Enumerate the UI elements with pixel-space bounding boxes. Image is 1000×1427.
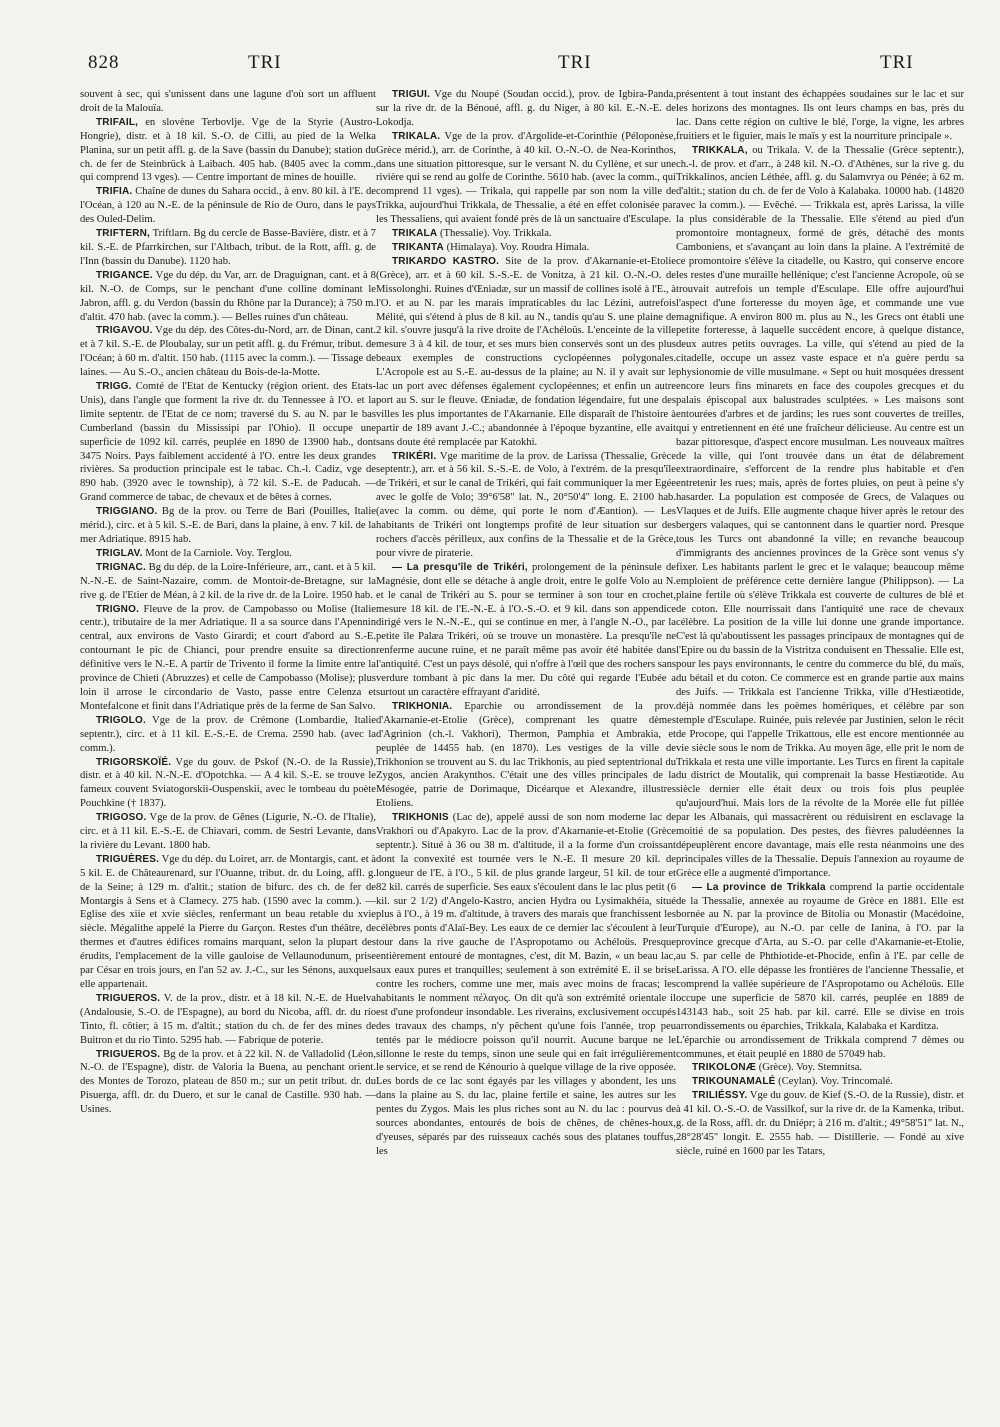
entry-headword: — La province de Trikkala — [692, 881, 826, 893]
page-header — [62, 52, 948, 86]
entry-text: (Ceylan). Voy. Trincomalé. — [778, 1076, 893, 1088]
entry-text: Vge de la prov. d'Argolide-et-Corinthie (Péloponèse, Grèce mérid.), arr. de Corinthe, à 40 kil. O.-N.-O. de Nea-Korinthos, dans une situation pittoresque, sur le versant N. du Cyllène, et sur une rivière qui se rend au golfe de Corinthe. 5610 hab. (avec la comm., qui comprend 11 vges). — Trikala, qui rappelle par son nom la ville de Trikka, aujourd'hui Trikkala, de Thessalie, a été en effet colonisée par les Thessaliens, qui avaient fondé près de là un sanctuaire d'Esculape. — [376, 130, 676, 226]
dictionary-entry — [376, 227, 676, 241]
entry-headword: TRIKKALA, — [692, 144, 748, 156]
column-middle — [376, 88, 676, 1418]
entry-text: Bg de la prov. ou Terre de Bari (Pouilles, Italie mérid.), circ. et à 5 kil. S.-E. de Bari, dans la plaine, à env. 7 kil. de la mer Adriatique. 8915 hab. — [80, 506, 376, 545]
column-right — [676, 88, 964, 1418]
dictionary-entry — [80, 269, 376, 325]
entry-text: Fleuve de la prov. de Campobasso ou Molise (Italie centr.), tributaire de la mer Adriatique. Il a sa source dans l'Apennin central, aux environs de Vasto Girardi; et court d'abord au S.-E. contournant le pic de Chianci, pour prendre ensuite sa direction définitive vers le N.-E. A partir de Trivento il forme la limite entre la province de Chieti (Abruzzes) et celle de Campobasso (Molise); plus loin il arrose le circondario de Vasto, passe entre Celenza et Montefalcone et finit dans l'Adriatique près de la ferme de San Salvo. — [80, 603, 376, 712]
entry-headword: TRIGUEROS. — [96, 1048, 161, 1060]
entry-text: Vge maritime de la prov. de Larissa (Thessalie, Grèce septentr.), arr. et à 56 kil. S.-S.-E. de Volo, à l'extrém. de la presqu'île de Trikéri, et sur le canal de Trikéri, qui fait communiquer la mer Egée avec le golfe de Volo; 39°6'58" lat. N., 20°50'4" long. E. 2100 hab. (avec la comm. ou dème, qui porte le nom d'Æantion). — Les habitants de Trikéri ont longtemps profité de leur situation sur des rochers d'accès périlleux, aux confins de la Thessalie et de la Grèce, pour vivre de piraterie. — [376, 450, 676, 559]
entry-text: V. de la prov., distr. et à 18 kil. N.-E. de Huelva (Andalousie, S.-O. de l'Espagne), au bord du Nicoba, affl. dr. du río Tinto, fl. côtier; à 15 m. d'altit.; station du ch. de fer des mines de Buitron et du rio Tinto. 5295 hab. — Fabrique de poterie. — [80, 992, 376, 1046]
entry-text: Vge du dép. des Côtes-du-Nord, arr. de Dinan, cant. et à 7 kil. S.-E. de Ploubalay, sur un petit affl. g. du Frémur, tribut. de l'Océan; à 60 m. d'altit. 150 hab. (1115 avec la comm.). — Tissage de laines. — Au S.-O., ancien château du Bois-de-la-Motte. — [80, 325, 376, 379]
entry-text: (Thessalie). Voy. Trikkala. — [439, 228, 552, 240]
dictionary-entry — [80, 811, 376, 853]
entry-text: Triftlarn. Bg du cercle de Basse-Bavière, distr. et à 7 kil. S.-E. de Pfarrkirchen, sur l'Altbach, tribut. de la Rott, affl. g. de l'Inn (bassin du Danube). 1120 hab. — [80, 228, 376, 267]
entry-headword: TRIFAIL, — [96, 116, 139, 128]
entry-text: (Lac de), appelé aussi de son nom moderne lac de Vrakhori ou d'Apakyro. Lac de la prov. d'Akarnanie-et-Etolie (Grèce septentr.). Situé à 36 ou 38 m. d'altitude, il a la forme d'un croissant dont la convexité est tournée vers le N.-E. Il mesure 20 kil. de longueur de l'E. à l'O., 5 kil. de plus grande largeur, 51 kil. de tour et 82 kil. carrés de superficie. Ses eaux s'écoulent dans le lac plus petit (6 kil. sur 2 1/2) d'Angelo-Kastro, ancien Hydra ou Lysimakhéia, situé plus à l'O., à 19 m. d'altitude, à travers des marais que franchissent les célèbres ponts d'Alaï-Bey. Les eaux de ce dernier lac s'écoulent à leur tour dans la rive gauche de l'Aspropotamo ou Achéloüs. Presque entièrement entouré de montagnes, c'est, dit M. Bazin, « un beau lac, aux eaux pures et tranquilles; seulement à son extrémité E. il se brise contre les rochers, comme une mer, mais avec moins de fracas; les habitants le nomment πέλαγος. On dit qu'à son extrémité orientale il est d'une profondeur insondable. Les riverains, exclusivement occupés des travaux des champs, n'y pêchent qu'une fois l'année, trop peu tentés par le médiocre poisson qu'il nourrit. Aucune barque ne le sillonne le reste du temps, sinon une seule qui en fait irrégulièrement le service, et se rend de Kénourio à quelque village de la rive opposée. Les bords de ce lac sont égayés par les villages y abondent, les uns dans la plaine au S. du lac, plaine fertile et saine, les autres sur les pentes du Zygos. Mais les plus riches sont au N. du lac : pourvus de sources abondantes, entourés de bois de chênes, de chênes-houx, d'yeuses, séparés par des ruisseaux cachés sous des platanes touffus, les — [376, 812, 676, 1157]
entry-text: Vge du gouv. de Pskof (N.-O. de la Russie), distr. et à 40 kil. N.-N.-E. d'Opotchka. — A 4 kil. S.-E. se trouve le fameux couvent Sviatogorskii-Ouspenskii, avec le tombeau du poète Pouchkine († 1837). — [80, 756, 376, 810]
dictionary-entry — [80, 603, 376, 714]
dictionary-entry — [376, 811, 676, 1159]
entry-headword: TRIGUEROS. — [96, 992, 161, 1004]
dictionary-entry — [376, 450, 676, 561]
text-columns — [0, 88, 1000, 1418]
entry-headword: TRIKARDO KASTRO. — [392, 255, 500, 267]
dictionary-entry — [80, 756, 376, 812]
running-head-left: TRI — [248, 52, 282, 73]
dictionary-entry — [676, 881, 964, 1034]
running-head-center: TRI — [558, 52, 592, 73]
entry-text: Mont de la Carniole. Voy. Terglou. — [145, 547, 292, 559]
entry-text: Chaîne de dunes du Sahara occid., à env. 80 kil. à l'E. de l'Océan, à 120 au N.-E. de la péninsule de Rio de Ouro, dans le pays des Ouled-Delim. — [80, 186, 376, 226]
dictionary-entry — [376, 255, 676, 450]
entry-headword: TRIGGIANO. — [96, 506, 158, 518]
entry-headword: TRILIÉSSY. — [692, 1090, 748, 1102]
running-head-right: TRI — [880, 52, 914, 73]
dictionary-entry — [676, 1061, 964, 1075]
dictionary-entry — [376, 700, 676, 811]
entry-text: (Himalaya). Voy. Roudra Himala. — [446, 241, 590, 253]
entry-headword: TRIFIA. — [96, 186, 133, 198]
entry-headword: TRIGNO. — [96, 603, 140, 615]
entry-headword: TRIKHONIS — [392, 812, 449, 824]
entry-headword: TRIGLAV. — [96, 547, 143, 559]
dictionary-entry — [80, 185, 376, 227]
dictionary-entry — [676, 1075, 964, 1089]
dictionary-entry — [376, 241, 676, 255]
entry-text: Comté de l'Etat de Kentucky (région orient. des Etats-Unis), dans l'angle que forment la rive dr. du Tennessee à l'O. et la limite septentr. de l'Etat de ce nom; traversé du S. au N. par le bas Cumberland (bassin du Mississipi par l'Ohio). Il occupe une superficie de 1092 kil. carrés, peuplée en 1890 de 13900 hab., dont 3475 Noirs. Pays faiblement accidenté à l'O. entre les deux grandes rivières. Sa production principale est le tabac. Ch.-l. Cadiz, vge de 890 hab. (3920 avec le township), à 72 kil. S.-E. de Paducah. — Grand commerce de tabac, de chevaux et de bêtes à cornes. — [80, 381, 376, 504]
dictionary-entry — [80, 1048, 376, 1118]
entry-text: Vge du gouv. de Kief (S.-O. de la Russie), distr. et à 41 kil. O.-S.-O. de Vassilkof, sur la rive dr. de la Kamenka, tribut. g. de la Ross, affl. dr. du Dniépr; à 216 m. d'altit.; 49°58'51" lat. N., 28°28'45" longit. E. 2555 hab. — Distillerie. — Fondé au xive siècle, ruiné en 1600 par les Tatars, — [676, 1090, 964, 1157]
dictionary-entry — [676, 1034, 964, 1062]
entry-headword: TRIGUI. — [392, 89, 431, 100]
entry-headword: TRIGOLO. — [96, 714, 146, 726]
entry-headword: TRIKOUNAMALÉ — [692, 1076, 776, 1088]
dictionary-entry — [80, 853, 376, 992]
entry-headword: TRIGG. — [96, 381, 132, 393]
entry-headword: — La presqu'île de Trikéri, — [392, 561, 528, 573]
dictionary-entry — [676, 88, 964, 144]
dictionary-entry — [80, 505, 376, 547]
entry-text: Vge de la prov. de Crémone (Lombardie, Italie septentr.), circ. et à 11 kil. E.-S.-E. de Crema. 2590 hab. (avec la comm.). — [80, 714, 376, 754]
dictionary-entry — [80, 88, 376, 116]
dictionary-entry — [80, 324, 376, 380]
entry-text: Vge de la prov. de Gênes (Ligurie, N.-O. de l'Italie), circ. et à 11 kil. E.-S.-E. de Chiavari, comm. de Sestri Levante, dans la rivière du Levant. 1800 hab. — [80, 812, 376, 851]
entry-text: Bg du dép. de la Loire-Inférieure, arr., cant. et à 5 kil. N.-N.-E. de Saint-Nazaire, comm. de Montoir-de-Bretagne, sur la rive g. de l'Etier de Méan, à 2 kil. de la rive dr. de la Loire. 1950 hab. — [80, 561, 376, 601]
entry-text: Site de la prov. d'Akarnanie-et-Etolie (Grèce), arr. et à 60 kil. S.-S.-E. de Vonitza, à 21 kil. O.-N.-O. de Missolonghi. Ruines d'Œniadæ, sur un massif de collines isolé à l'E., à l'O. et au N. par les marais impraticables du lac Lézini, autrefois Mélité, qui s'étend à plus de 8 kil. au N., tandis qu'au S. une plaine de 2 kil. s'ouvre jusqu'à la rive droite de l'Achéloüs. L'enceinte de la ville mesure 3 à 4 kil. de tour, et ses murs bien conservés sont un des plus beaux exemples de constructions cyclopéennes polygonales. L'Acropole est au S.-E. au-dessus de la plaine; au N. il y avait sur le lac un port avec défenses également cyclopéennes; et enfin un autre port au S. sur le fleuve. Œniadæ, de fondation légendaire, fut une des villes les plus importantes de l'Akarnanie. Elle disparaît de l'histoire à partir de 189 avant J.-C.; abandonnée à l'époque byzantine, elle avait sans doute été remplacée par Katokhi. — [376, 255, 676, 448]
dictionary-entry — [80, 227, 376, 269]
dictionary-entry — [676, 144, 964, 881]
entry-text: prolongement de la péninsule de Magnésie, dont elle se détache à angle droit, entre le golfe Volo au N. et le canal de Trikéri au S. pour se terminer à son tour en crochet, mesure 18 kil. de l'E.-N.-E. à l'O.-S.-O. et 9 kil. dans son appendice dirigé vers le N.-N.-E., qui se continue en mer, à l'angle N.-O., par la petite île Palæa Trikéri, où se trouve un monastère. La presqu'île ne renferme aucune ruine, et ne paraît même pas avoir été habitée dans l'antiquité. C'est un pays désolé, qui n'offre à l'œil que des rochers sans verdure tombant à pic dans la mer. Du côté qui regarde l'Eubée a surtout un caractère effrayant d'aridité. — [376, 561, 676, 698]
entry-headword: TRIKOLONÆ — [692, 1062, 757, 1074]
entry-headword: TRIGAVOU. — [96, 325, 153, 337]
dictionary-entry — [80, 714, 376, 756]
dictionary-entry — [376, 88, 676, 130]
dictionary-entry — [80, 992, 376, 1048]
dictionary-entry — [80, 116, 376, 186]
entry-headword: TRIGORSKOÏÉ. — [96, 756, 172, 768]
entry-headword: TRIKHONIA. — [392, 700, 453, 712]
entry-headword: TRIGANCE. — [96, 269, 153, 281]
entry-headword: TRIKALA. — [392, 130, 441, 142]
entry-text: Eparchie ou arrondissement de la prov. d'Akarnanie-et-Etolie (Grèce), comprenant les quatre dèmes d'Agrinion (ch.-l. Vakhori), Thermon, Pamphia et Ambrakia, et peuplée de 14455 hab. (en 1870). Les vestiges de la ville de Trikhonion se trouvent au S. du lac Trikhonis, au pied septentrional du Zygos, ancien Arakynthos. C'était une des villes principales de la Mésogée, patrie de Dorimaque, Dicéarque et Alexandre, illustres Etoliens. — [376, 700, 676, 810]
dictionary-entry — [376, 130, 676, 227]
entry-text: (Grèce). Voy. Stemnitsa. — [758, 1062, 863, 1074]
dictionary-entry — [376, 561, 676, 700]
entry-text: Vge du dép. du Loiret, arr. de Montargis, cant. et à 5 kil. E. de Châteaurenard, sur l'Ouanne, tribut. dr. du Loing, affl. g. de la Seine; à 129 m. d'altit.; station de bifurc. des ch. de fer de Montargis à Sens et à Clamecy. 275 hab. (1590 avec la comm.). — Eglise des xiie et xvie siècles, renfermant un beau retable du xvie siècle. Mégalithe appelé la Pierre du Garçon. Restes d'un théâtre, de thermes et d'autres édifices romains marquant, selon la plupart des érudits, l'emplacement de la ville gauloise de Vellaunodunum, prise par César en trois jours, en l'an 52 av. J.-C., sur les Sénons, auxquels elle appartenait. — [80, 853, 376, 990]
entry-headword: TRIKALA — [392, 228, 438, 240]
dictionary-entry — [676, 1089, 964, 1159]
entry-text: présentent à tout instant des échappées soudaines sur le lac et sur les horizons des montagnes. Ils ont leurs champs en bas, près du lac. Dans cette région on cultive le blé, l'orge, la vigne, les arbres fruitiers et le figuier, mais le maïs y est la nourriture principale ». — [676, 89, 964, 142]
page-number: 828 — [88, 52, 120, 73]
entry-headword: TRIGUÈRES. — [96, 853, 160, 865]
entry-text: Vge du dép. du Var, arr. de Draguignan, cant. et à 8 kil. N.-O. de Comps, sur le penchant d'une colline dominant le Jabron, affl. g. du Verdon (bassin du Rhône par la Durance); à 750 m. d'altit. 470 hab. (avec la comm.). — Belles ruines d'un château. — [80, 269, 376, 323]
entry-text: Bg de la prov. et à 22 kil. N. de Valladolid (Léon, N.-O. de l'Espagne), distr. de Valoria la Buena, au penchant orient. des Montes de Torozo, plateau de 850 m.; sur un petit tribut. dr. du Pisuerga, affl. dr. du Duero, et sur le canal de Castille. 930 hab. — Usines. — [80, 1048, 376, 1116]
dictionary-entry — [80, 561, 376, 603]
entry-headword: TRIGNAC. — [96, 561, 146, 573]
entry-text: ou Trikala. V. de la Thessalie (Grèce septentr.), ch.-l. de prov. et d'arr., à 248 kil. N.-O. d'Athènes, sur la rive g. du Trikkalinos, ancien Léthée, affl. g. du Salamvrya ou Pénée; à 62 m. d'altit.; station du ch. de fer de Volo à Kalabaka. 10000 hab. (14820 avec la comm.). — Evêché. — Trikkala est, après Larissa, la ville la plus considérable de la Thessalie. Elle s'étend au pied d'un promontoire montagneux, formé de grès, détaché des monts Camboniens, et s'avançant au loin dans la plaine. A l'extrémité de ce promontoire s'élève la citadelle, ou Kastro, qui conserve encore les restes d'une muraille hellénique; c'est l'ancienne Acropole, où se trouvait autrefois un temple d'Esculape. Elle offre aujourd'hui l'aspect d'une forteresse du moyen âge, et commande une vue magnifique. A environ 800 m. plus au N., les Grecs ont établi une petite forteresse, à laquelle succèdent encore, à quelque distance, deux autres petits ouvrages. La ville, qui s'étend au pied de la citadelle, occupe un assez vaste espace et n'a guère perdu sa physionomie de ville musulmane. « Sept ou huit mosquées dressent encore leurs fins minarets en face des coupoles grecques et du palais épiscopal aux balustrades sculptées. » Les maisons sont entourées d'arbres et de jardins; les rues sont couvertes de treilles, qui y entretiennent en été une fraîcheur délicieuse. Au centre est un bazar pittoresque, d'aspect encore musulman. Les nouveaux maîtres de la ville, qui l'ont trouvée dans un état de délabrement extraordinaire, s'efforcent de la rendre plus habitable et d'en entretenir les rues; mais, après de fortes pluies, on peut à peine s'y hasarder. La population est composée de Grecs, de Valaques ou Vlaques et de Juifs. Elle augmente chaque hiver après le retour des bergers valaques, qui se cantonnent dans le quartier nord. Presque tous les Turcs ont abandonné la ville; en revanche beaucoup d'immigrants des anciennes provinces de la Grèce sont venus s'y fixer. Les habitants parlent le grec et le valaque; beaucoup même emploient de préférence cette dernière langue (Philippson). — La plaine fertile où s'élève Trikkala est couverte de cultures de blé et de coton. Elle nourrissait dans l'antiquité une race de chevaux célèbre. La position de la ville lui donne une grande importance. C'est là qu'aboutissent les passages principaux de montagnes qui de l'Epire ou du bassin de la Vistritza conduisent en Thessalie. Elle est, pour les pays environnants, le centre du commerce du blé, du maïs, du bétail et du coton. Ce commerce est en grande partie aux mains des Juifs. — Trikkala est l'ancienne Trikka, ville d'Hestiæotide, déjà nommée dans les poèmes homériques, et célèbre par son temple d'Esculape. Ruinée, puis relevée par Justinien, selon le récit de Procope, qui l'appelle Trikattous, elle est encore mentionnée au vie siècle sous le nom de Trikka. Au moyen âge, elle prit le nom de Trikkala et resta une ville importante. Les Turcs en firent la capitale du district de Moutalik, qui comprenait la basse Hestiæotide. Au siècle dernier elle était deux ou trois fois plus peuplée qu'aujourd'hui. Mais lors de la révolte de la Morée elle fut pillée par les Albanais, qui massacrèrent ou réduisirent en esclavage la moitié de sa population. Des pestes, des fièvres paludéennes la dépeuplèrent encore davantage, mais elle resta néanmoins une des principales villes de la Thessalie. Depuis l'annexion au royaume de Grèce elle a augmenté d'importance. — [676, 144, 964, 879]
entry-headword: TRIFTERN, — [96, 228, 151, 240]
entry-headword: TRIGOSO. — [96, 812, 147, 824]
entry-text: souvent à sec, qui s'unissent dans une lagune d'où sort un affluent droit de la Malouïa. — [80, 89, 376, 114]
entry-text: L'éparchie ou arrondissement de Trikkala comprend 7 dèmes ou communes, et était peuplé en 1880 de 57049 hab. — [676, 1034, 964, 1060]
dictionary-entry — [80, 547, 376, 561]
entry-headword: TRIKÉRI. — [392, 450, 437, 462]
entry-text: en slovène Terbovlje. Vge de la Styrie (Austro-Hongrie), distr. et à 18 kil. S.-O. de Cilli, au pied de la Welka Planina, sur un petit affl. g. de la Save (bassin du Danube); station du ch. de fer de Steinbrück à Laibach. 405 hab. (8405 avec la comm., qui comprend 13 vges). — Centre important de mines de houille. — [80, 116, 376, 184]
entry-text: Vge du Noupé (Soudan occid.), prov. de Igbira-Panda, sur la rive dr. de la Bénoué, affl. g. du Niger, à 80 kil. E.-N.-E. de Lokodja. — [376, 89, 676, 128]
entry-text: comprend la partie occidentale de la Thessalie, annexée au royaume de Grèce en 1881. Elle est bornée au N. par la province de Bitolia ou Monastir (Macédoine, Turquie d'Europe), au N.-O. par celle de Ianina, à l'O. par la province grecque d'Arta, au S.-O. par celle d'Akarnanie-et-Etolie, au S. par celle de Phthiotide-et-Phocide, enfin à l'E. par celle de Larissa. A l'O. elle dépasse les frontières de l'ancienne Thessalie, et comprend la vallée supérieure de l'Aspropotamo ou Achéloüs. Elle occupe une superficie de 5870 kil. carrés, peuplée en 1889 de 143143 hab., soit 25 hab. par kil. carré. Elle se divise en trois arrondissements ou éparchies, Trikkala, Kalabaka et Karditza. — [676, 881, 964, 1032]
column-left — [80, 88, 376, 1418]
dictionary-entry — [80, 380, 376, 505]
entry-headword: TRIKANTA — [392, 241, 444, 253]
